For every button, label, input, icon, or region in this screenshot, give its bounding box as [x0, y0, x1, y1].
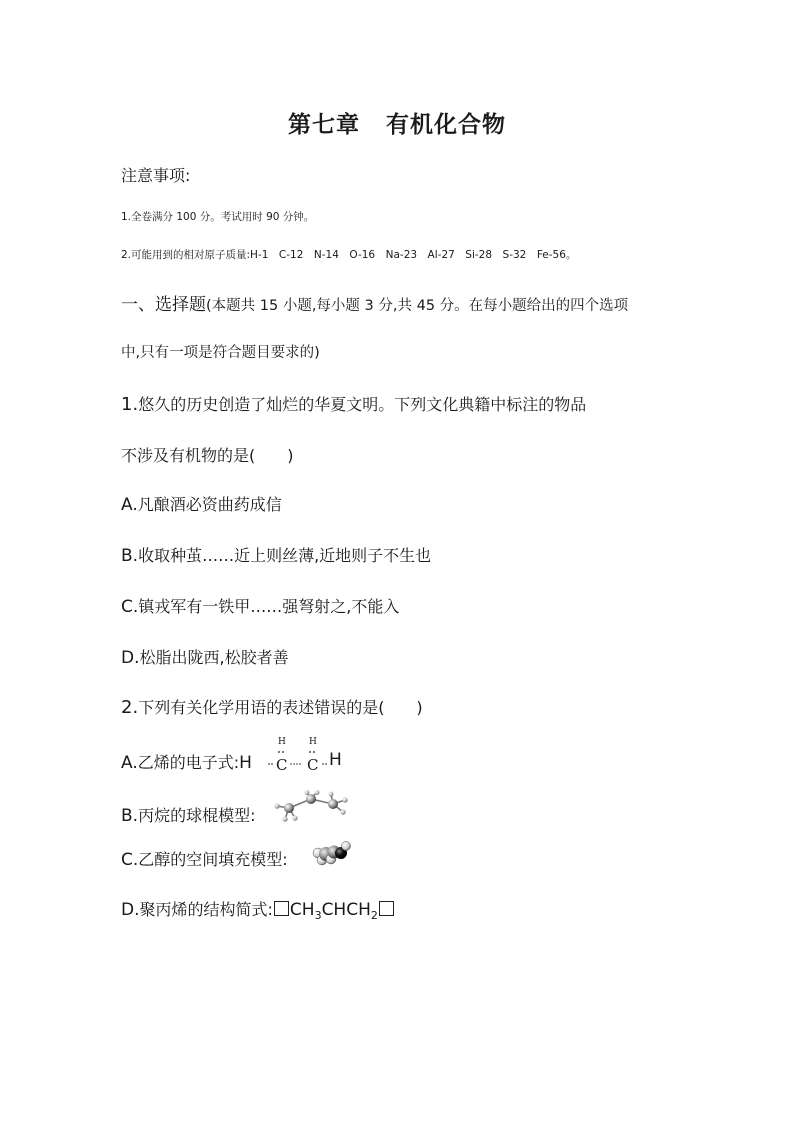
- q1-option-b[interactable]: [121, 543, 431, 566]
- polypropylene-formula: [273, 900, 395, 920]
- option-text: 松脂出陇西,松胶者善: [139, 648, 289, 667]
- propane-ball-and-stick-icon: [271, 790, 351, 824]
- electron-formula-h-top-2: H: [309, 737, 317, 747]
- note-line-2: 2.可能用到的相对原子质量:H-1 C-12 N-14 O-16 Na-23 Al-27 Si-28 S-32 Fe-56。: [121, 249, 577, 261]
- option-letter: B.: [121, 546, 139, 566]
- formula-chch: CHCH: [321, 900, 371, 920]
- q2-option-d[interactable]: [121, 897, 395, 922]
- option-letter: D.: [121, 900, 140, 920]
- electron-formula-h-right: H: [329, 750, 342, 770]
- option-text: 乙醇的空间填充模型:: [138, 850, 288, 869]
- option-text: 丙烷的球棍模型:: [138, 806, 256, 825]
- chapter-number: 第七章: [288, 112, 360, 138]
- option-text: 凡酿酒必资曲药成信: [137, 495, 282, 514]
- question-2-number: 2.: [121, 697, 139, 718]
- option-letter: A.: [121, 495, 138, 515]
- q2-option-a[interactable]: [121, 750, 252, 773]
- option-letter: B.: [121, 806, 139, 826]
- question-1-text-1: 悠久的历史创造了灿烂的华夏文明。下列文化典籍中标注的物品: [138, 395, 587, 414]
- formula-subscript-2: 2: [370, 909, 378, 922]
- option-letter: D.: [121, 648, 140, 668]
- ethanol-space-filling-icon: [311, 839, 353, 867]
- option-text: 乙烯的电子式:: [137, 753, 240, 772]
- section-desc-2: 中,只有一项是符合题目要求的): [121, 345, 320, 361]
- ethylene-electron-dot-diagram: [266, 733, 330, 777]
- question-1-text-2: 不涉及有机物的是( ): [121, 446, 294, 465]
- section-header: [121, 290, 628, 315]
- option-letter: C.: [121, 850, 139, 870]
- notes-heading: 注意事项:: [121, 166, 191, 185]
- question-2-stem: [121, 695, 423, 718]
- page-title: [0, 106, 794, 139]
- formula-subscript-3: 3: [314, 909, 322, 922]
- electron-formula-h-top-1: H: [278, 737, 286, 747]
- option-text: 镇戎军有一铁甲……强弩射之,不能入: [138, 597, 400, 616]
- q1-option-c[interactable]: [121, 594, 399, 617]
- option-text: 聚丙烯的结构简式:: [139, 900, 273, 919]
- electron-formula-c-2: C: [307, 756, 319, 774]
- q2-option-c[interactable]: [121, 847, 288, 870]
- q1-option-a[interactable]: [121, 492, 282, 515]
- option-letter: A.: [121, 753, 138, 773]
- question-2-text: 下列有关化学用语的表述错误的是( ): [138, 698, 423, 717]
- section-label: 一、选择题: [121, 295, 206, 315]
- missing-glyph-box-right: [379, 901, 394, 916]
- missing-glyph-box-left: [274, 901, 289, 916]
- formula-ch: CH: [289, 900, 315, 920]
- electron-formula-h-right-wrap: [329, 750, 342, 770]
- electron-formula-h-left: H: [239, 753, 252, 773]
- q1-option-d[interactable]: [121, 645, 289, 668]
- note-line-1: 1.全卷满分 100 分。考试用时 90 分钟。: [121, 211, 315, 223]
- question-1-number: 1.: [121, 394, 139, 415]
- electron-formula-c-1: C: [276, 756, 288, 774]
- option-text: 收取种茧……近上则丝薄,近地则子不生也: [138, 546, 432, 565]
- question-1-stem: [121, 392, 586, 415]
- q2-option-b[interactable]: [121, 803, 255, 826]
- option-letter: C.: [121, 597, 139, 617]
- section-desc-1: (本题共 15 小题,每小题 3 分,共 45 分。在每小题给出的四个选项: [206, 298, 629, 314]
- chapter-name: 有机化合物: [386, 112, 506, 138]
